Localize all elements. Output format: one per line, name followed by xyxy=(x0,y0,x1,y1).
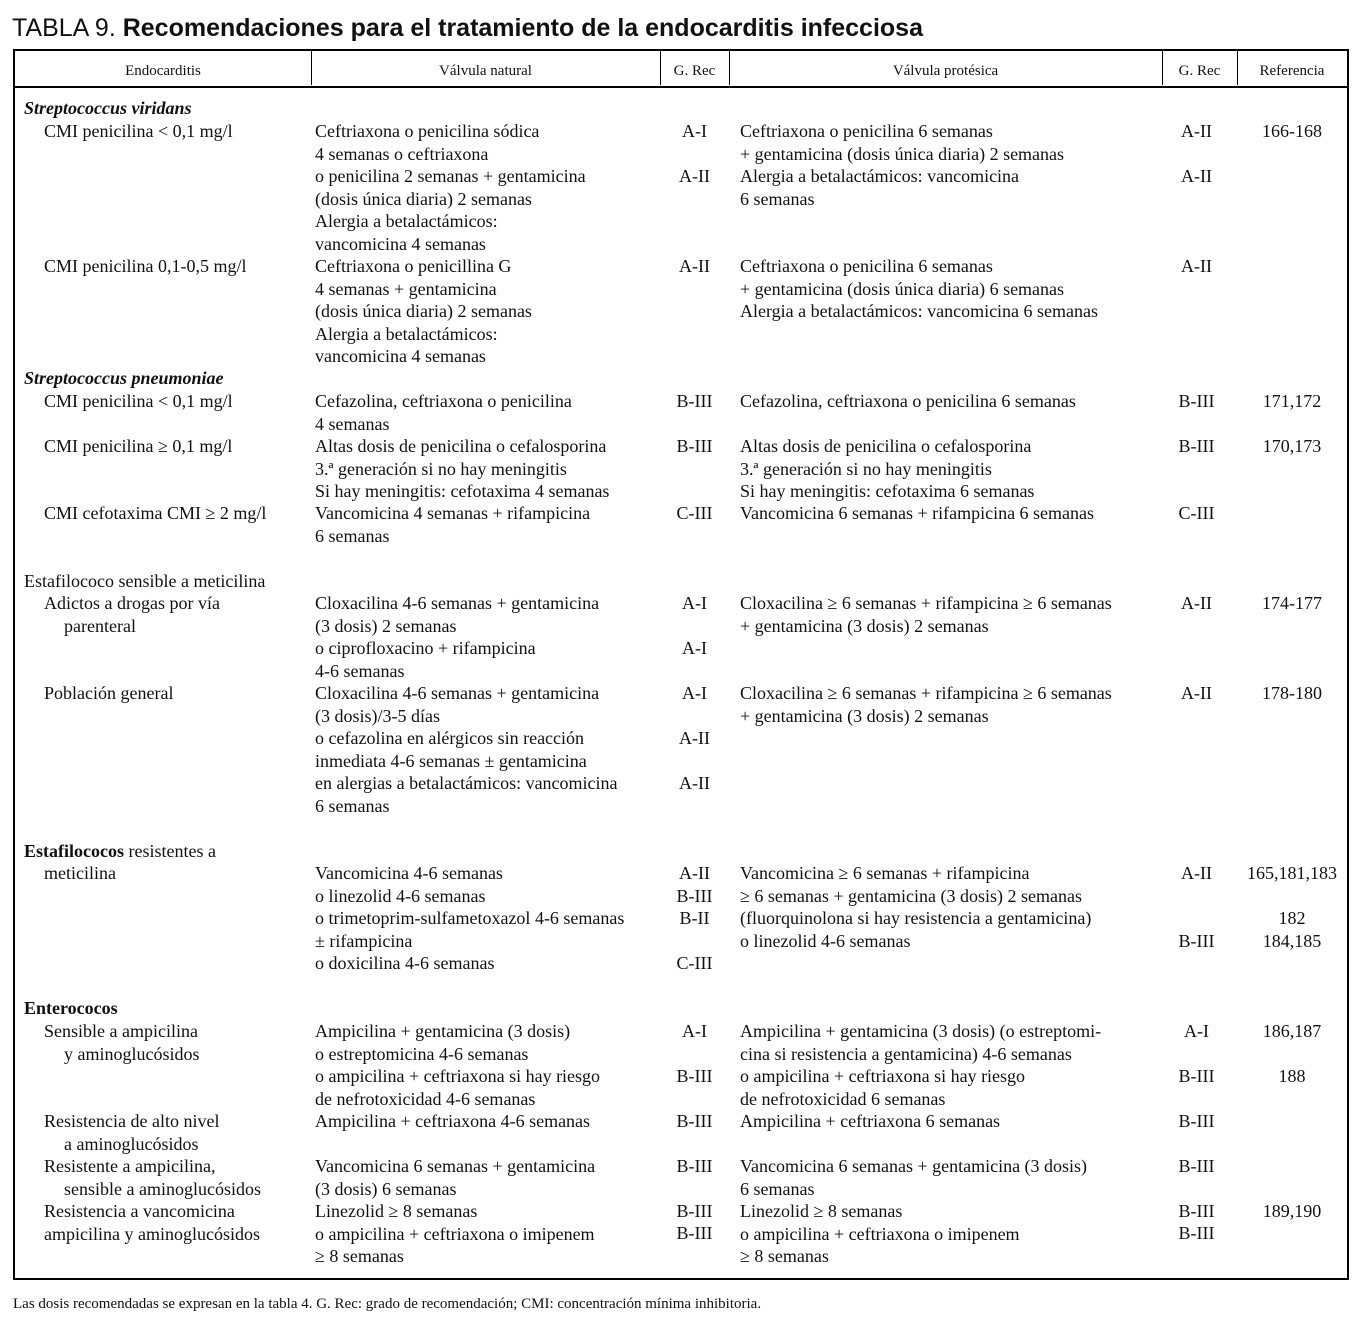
reference: 178-180 xyxy=(1262,683,1322,703)
treatment-protesica: Cloxacilina ≥ 6 semanas + rifampicina ≥ 6 semanas + gentamicina (3 dosis) 2 semanas xyxy=(740,683,1112,726)
group-strep-pneumoniae: Streptococcus pneumoniae xyxy=(24,368,224,388)
grade-natural: B-III xyxy=(676,1201,713,1221)
treatment-natural: Altas dosis de penicilina o cefalosporina 3.ª generación si no hay meningitis Si hay meningitis: cefotaxima 4 semanas xyxy=(315,436,610,501)
treatment-natural: Ceftriaxona o penicillina G 4 semanas + gentamicina (dosis única diaria) 2 semanas Alergia a betalactámicos: vancomicina 4 semanas xyxy=(315,256,532,366)
grade-protesica: B-III xyxy=(1178,1201,1215,1221)
grade-natural: A-I xyxy=(682,121,707,141)
reference: 186,187 xyxy=(1262,1021,1322,1041)
reference: 188 xyxy=(1278,1066,1306,1086)
header-endocarditis: Endocarditis xyxy=(125,63,201,79)
treatment-protesica: Ampicilina + ceftriaxona 6 semanas xyxy=(740,1111,1001,1131)
grade-natural: B-III xyxy=(676,391,713,411)
grade-natural: A-I xyxy=(682,593,707,613)
grade-protesica: A-II xyxy=(1181,593,1212,613)
row-label: Resistencia a vancomicina ampicilina y aminoglucósidos xyxy=(44,1201,260,1244)
header-referencia: Referencia xyxy=(1259,63,1325,79)
header-grec-natural: G. Rec xyxy=(673,63,716,79)
group-strep-viridans: Streptococcus viridans xyxy=(24,98,192,118)
group-estafilococos-resistentes: Estafilococos resistentes a xyxy=(24,841,216,861)
reference: 165,181,183 xyxy=(1247,863,1337,883)
grade-natural: B-III xyxy=(676,436,713,456)
treatment-natural: Vancomicina 4 semanas + rifampicina 6 semanas xyxy=(315,503,591,546)
header-divider xyxy=(15,86,1347,88)
grade-protesica: B-III xyxy=(1178,391,1215,411)
treatment-protesica: Ampicilina + gentamicina (3 dosis) (o estreptomi- cina si resistencia a gentamicina) 4-6 semanas o ampicilina + ceftriaxona si hay riesgo de nefrotoxicidad 6 semanas xyxy=(740,1021,1102,1109)
table-footnote: Las dosis recomendadas se expresan en la tabla 4. G. Rec: grado de recomendación; CMI: concentración mínima inhibitoria. xyxy=(13,1296,762,1312)
table-title xyxy=(12,14,923,43)
grade-natural: A-II xyxy=(679,256,710,276)
reference: 182 xyxy=(1278,908,1306,928)
grade-natural: A-II xyxy=(679,863,710,883)
grade-natural: A-I xyxy=(682,1021,707,1041)
row-label: Sensible a ampicilina y aminoglucósidos xyxy=(44,1021,200,1064)
grade-protesica: B-III xyxy=(1178,436,1215,456)
reference: 174-177 xyxy=(1262,593,1322,613)
grade-natural: A-II xyxy=(679,728,710,748)
grade-natural: B-III xyxy=(676,1156,713,1176)
grade-protesica: C-III xyxy=(1178,503,1215,523)
table-heading: Recomendaciones para el tratamiento de la endocarditis infecciosa xyxy=(122,14,923,42)
table-number: TABLA 9. xyxy=(12,14,116,42)
grade-protesica: B-III xyxy=(1178,1111,1215,1131)
treatment-natural: Vancomicina 4-6 semanas o linezolid 4-6 semanas o trimetoprim-sulfametoxazol 4-6 semanas ± rifampicina o doxicilina 4-6 semanas xyxy=(315,863,625,973)
treatment-natural: Ceftriaxona o penicilina sódica 4 semanas o ceftriaxona o penicilina 2 semanas + gentamicina (dosis única diaria) 2 semanas Alergia a betalactámicos: vancomicina 4 semanas xyxy=(315,121,586,254)
treatment-protesica: Vancomicina ≥ 6 semanas + rifampicina ≥ 6 semanas + gentamicina (3 dosis) 2 semanas (fluorquinolona si hay resistencia a gentamicina) o linezolid 4-6 semanas xyxy=(740,863,1092,951)
grade-protesica: A-II xyxy=(1181,166,1212,186)
row-label: CMI cefotaxima CMI ≥ 2 mg/l xyxy=(44,503,267,523)
treatment-protesica: Vancomicina 6 semanas + rifampicina 6 semanas xyxy=(740,503,1095,523)
treatment-natural: Cefazolina, ceftriaxona o penicilina 4 semanas xyxy=(315,391,572,434)
row-label: Resistencia de alto nivel a aminoglucósidos xyxy=(44,1111,220,1154)
grade-natural: B-III xyxy=(676,1111,713,1131)
grade-protesica: A-II xyxy=(1181,256,1212,276)
grade-natural: C-III xyxy=(676,953,713,973)
reference: 170,173 xyxy=(1262,436,1322,456)
row-label: CMI penicilina 0,1-0,5 mg/l xyxy=(44,256,247,276)
group-estafilococo-sensible: Estafilococo sensible a meticilina xyxy=(24,571,266,591)
row-label: CMI penicilina < 0,1 mg/l xyxy=(44,121,233,141)
grade-natural: A-I xyxy=(682,683,707,703)
row-label: meticilina xyxy=(44,863,116,883)
row-label: CMI penicilina ≥ 0,1 mg/l xyxy=(44,436,233,456)
treatment-protesica: Ceftriaxona o penicilina 6 semanas + gentamicina (dosis única diaria) 6 semanas Alergia a betalactámicos: vancomicina 6 semanas xyxy=(740,256,1099,321)
grade-natural: A-II xyxy=(679,166,710,186)
treatment-protesica: Linezolid ≥ 8 semanas o ampicilina + ceftriaxona o imipenem ≥ 8 semanas xyxy=(740,1201,1020,1266)
reference: 171,172 xyxy=(1262,391,1322,411)
grade-natural: B-II xyxy=(679,908,710,928)
grade-natural: A-II xyxy=(679,773,710,793)
grade-protesica: B-III xyxy=(1178,1223,1215,1243)
row-label: Resistente a ampicilina, sensible a aminoglucósidos xyxy=(44,1156,261,1199)
grade-protesica: B-III xyxy=(1178,931,1215,951)
treatment-natural: Cloxacilina 4-6 semanas + gentamicina (3 dosis)/3-5 días o cefazolina en alérgicos sin reacción inmediata 4-6 semanas ± gentamicina en alergias a betalactámicos: vancomicina 6 semanas xyxy=(315,683,618,816)
grade-protesica: A-II xyxy=(1181,121,1212,141)
grade-natural: A-I xyxy=(682,638,707,658)
treatment-natural: Ampicilina + ceftriaxona 4-6 semanas xyxy=(315,1111,591,1131)
grade-natural: B-III xyxy=(676,1223,713,1243)
row-label: CMI penicilina < 0,1 mg/l xyxy=(44,391,233,411)
treatment-natural: Vancomicina 6 semanas + gentamicina (3 dosis) 6 semanas xyxy=(315,1156,596,1199)
header-grec-protesica: G. Rec xyxy=(1178,63,1221,79)
grade-protesica: A-I xyxy=(1184,1021,1209,1041)
row-label: Adictos a drogas por vía parenteral xyxy=(44,593,220,636)
header-valvula-protesica: Válvula protésica xyxy=(892,63,999,79)
row-label: Población general xyxy=(44,683,174,703)
treatment-protesica: Altas dosis de penicilina o cefalosporina 3.ª generación si no hay meningitis Si hay meningitis: cefotaxima 6 semanas xyxy=(740,436,1035,501)
treatment-protesica: Cefazolina, ceftriaxona o penicilina 6 semanas xyxy=(740,391,1076,411)
reference: 166-168 xyxy=(1262,121,1322,141)
grade-protesica: B-III xyxy=(1178,1066,1215,1086)
reference: 189,190 xyxy=(1262,1201,1322,1221)
grade-protesica: B-III xyxy=(1178,1156,1215,1176)
grade-natural: C-III xyxy=(676,503,713,523)
reference: 184,185 xyxy=(1262,931,1322,951)
grade-natural: B-III xyxy=(676,886,713,906)
header-valvula-natural: Válvula natural xyxy=(439,63,532,79)
treatment-protesica: Vancomicina 6 semanas + gentamicina (3 dosis) 6 semanas xyxy=(740,1156,1088,1199)
treatment-natural: Ampicilina + gentamicina (3 dosis) o estreptomicina 4-6 semanas o ampicilina + ceftriaxona si hay riesgo de nefrotoxicidad 4-6 semanas xyxy=(315,1021,601,1109)
grade-protesica: A-II xyxy=(1181,683,1212,703)
treatment-natural: Cloxacilina 4-6 semanas + gentamicina (3 dosis) 2 semanas o ciprofloxacino + rifampicina 4-6 semanas xyxy=(315,593,600,681)
grade-natural: B-III xyxy=(676,1066,713,1086)
grade-protesica: A-II xyxy=(1181,863,1212,883)
treatment-natural: Linezolid ≥ 8 semanas o ampicilina + ceftriaxona o imipenem ≥ 8 semanas xyxy=(315,1201,595,1266)
treatment-protesica: Cloxacilina ≥ 6 semanas + rifampicina ≥ 6 semanas + gentamicina (3 dosis) 2 semanas xyxy=(740,593,1112,636)
treatment-protesica: Ceftriaxona o penicilina 6 semanas + gentamicina (dosis única diaria) 2 semanas Alergia a betalactámicos: vancomicina 6 semanas xyxy=(740,121,1065,209)
group-enterococos: Enterococos xyxy=(24,998,118,1018)
treatment-table xyxy=(13,49,1349,1280)
